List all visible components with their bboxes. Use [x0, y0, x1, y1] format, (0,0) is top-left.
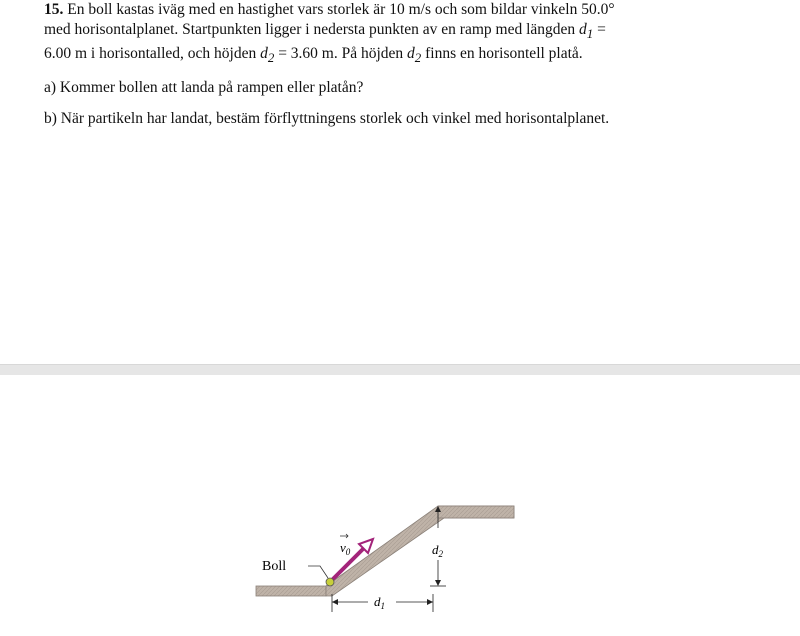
page-separator [0, 364, 800, 375]
statement-line-1: En boll kastas iväg med en hastighet vars storlek är 10 m/s och som bildar vinkeln 50.0° [63, 1, 615, 18]
ramp [326, 506, 514, 596]
v0-symbol: v [340, 540, 346, 555]
problem-statement [44, 0, 744, 68]
problem-number: 15. [44, 1, 64, 18]
d2-subscript-repeat: 2 [414, 50, 422, 66]
d2-subscript: 2 [267, 50, 275, 66]
d2-arrowhead-down [435, 580, 441, 586]
d2-symbol-repeat: d [407, 45, 415, 63]
d1-fig-symbol: d [374, 594, 381, 609]
ball-pointer [308, 566, 328, 578]
v0-label [340, 540, 351, 557]
question-a: a) Kommer bollen att landa på rampen eller platån? [44, 79, 364, 97]
d2-fig-subscript: 2 [438, 549, 443, 559]
question-b: b) När partikeln har landat, bestäm förflyttningens storlek och vinkel med horisontalplanet. [44, 110, 610, 128]
plateau [438, 506, 514, 518]
statement-line-3a: 6.00 m i horisontalled, och höjden [44, 45, 261, 63]
v0-vector-arrow [340, 534, 348, 538]
d2-symbol: d [260, 45, 268, 63]
d1-fig-subscript: 1 [380, 601, 385, 611]
statement-line-2-end: = [593, 21, 606, 38]
ball [326, 578, 334, 586]
ramp-figure [240, 494, 530, 624]
statement-line-2: med horisontalplanet. Startpunkten ligger i nedersta punkten av en ramp med längden [44, 21, 580, 38]
ball-label: Boll [262, 559, 287, 574]
problem-text [44, 0, 744, 129]
d2-label [432, 542, 444, 559]
d1-arrowhead-left [332, 599, 338, 605]
v0-subscript: 0 [345, 547, 351, 557]
statement-line-3b: = 3.60 m. På höjden [274, 45, 408, 63]
d2-fig-symbol: d [432, 542, 439, 557]
ramp-diagram [240, 494, 530, 624]
ground-base [256, 586, 326, 596]
statement-line-3c: finns en horisontell platå. [421, 45, 583, 63]
d1-label [374, 594, 385, 611]
d1-symbol: d [579, 21, 587, 38]
d1-arrowhead-right [427, 599, 433, 605]
d1-subscript: 1 [586, 26, 594, 42]
